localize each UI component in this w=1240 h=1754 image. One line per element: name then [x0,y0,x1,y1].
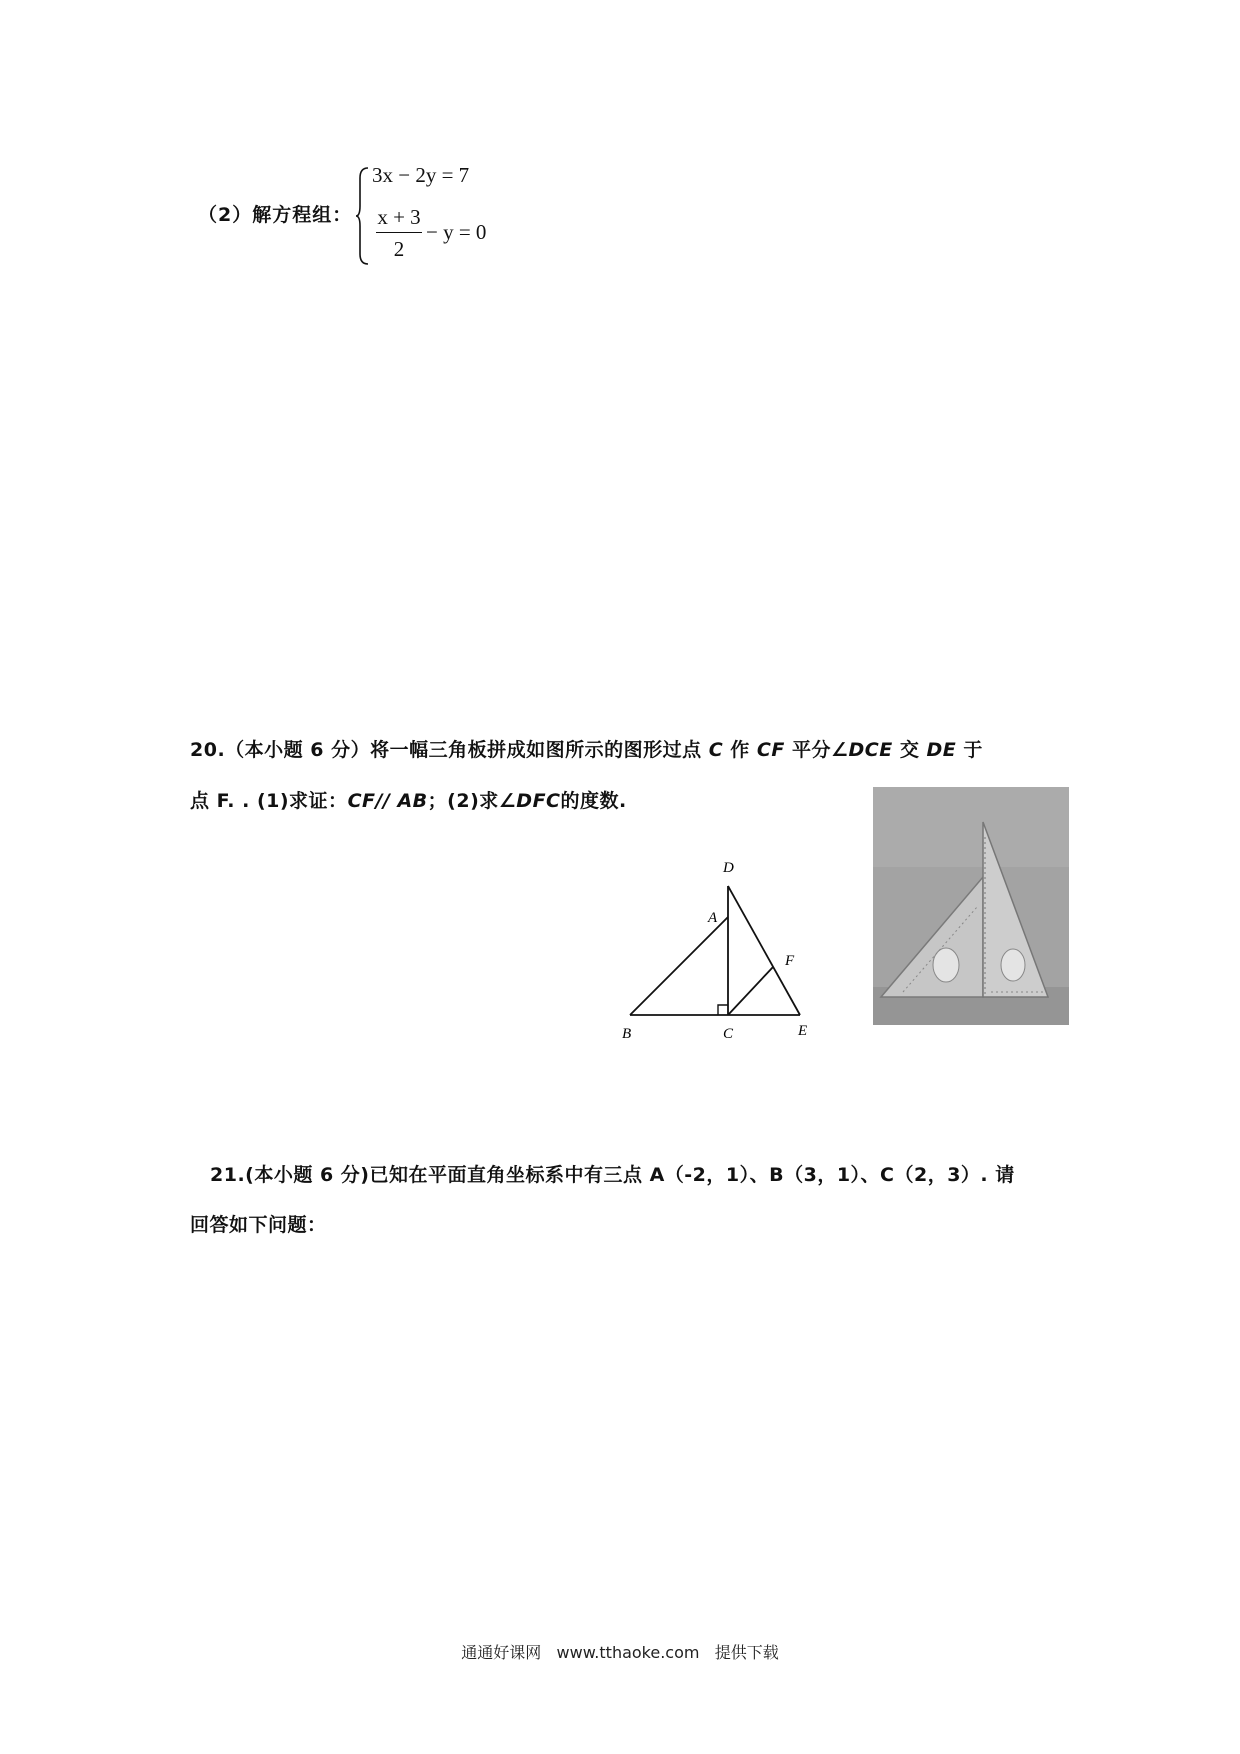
equation-2-rest: − y = 0 [426,220,487,244]
question-20-line-1 [190,735,983,762]
page-footer [0,1640,1240,1663]
q20-text-a: 20.（本小题 6 分）将一幅三角板拼成如图所示的图形过点 [190,739,709,761]
q20-text-d: 平分∠ [784,739,849,761]
q20-text-f: 于 [956,739,983,761]
label-e: E [798,1023,808,1039]
segment-cf [728,967,773,1015]
question-20-line-2 [190,786,627,813]
equation-1: 3x − 2y = 7 [372,163,470,187]
question-21-line-2: 回答如下问题： [190,1214,327,1236]
q20-point-c: C [708,739,724,761]
q20-segment-de: DE [926,739,957,761]
segment-ba [630,917,728,1015]
q20-text-2b: ；(2)求∠ [427,790,517,812]
triangle-figure [610,840,830,1065]
fraction-denominator: 2 [393,237,405,261]
q20-angle-dfc: DFC [516,790,561,812]
set-squares-photo [873,787,1069,1025]
footer-site-name: 通通好课网 [461,1643,542,1662]
q20-text-2c: 的度数. [560,790,627,812]
label-b: B [622,1026,632,1042]
right-angle-mark [718,1005,728,1015]
label-c: C [723,1026,734,1042]
footer-url[interactable]: www.tthaoke.com [556,1643,700,1662]
label-f: F [785,953,795,969]
q20-text-e: 交 [892,739,927,761]
label-d: D [723,860,734,876]
q20-text-2a: 点 F. . (1)求证： [190,790,348,812]
set-squares-illustration [873,787,1069,1025]
equation-2-fraction [376,205,422,262]
question-21-line-1: 21.(本小题 6 分)已知在平面直角坐标系中有三点 A（-2，1）、B（3，1）、C（2，3）. 请 [210,1164,1015,1186]
label-a: A [708,910,718,926]
q20-segment-cf: CF [756,739,785,761]
question-19-part2-label: （2）解方程组： [198,204,353,226]
fraction-numerator: x + 3 [376,205,422,233]
segment-de [728,886,800,1015]
q20-text-b: 作 [723,739,757,761]
footer-suffix: 提供下载 [714,1643,779,1662]
q20-angle-dce: DCE [848,739,893,761]
equation-system-brace [355,166,371,266]
q20-cf-parallel-ab: CF// AB [347,790,428,812]
